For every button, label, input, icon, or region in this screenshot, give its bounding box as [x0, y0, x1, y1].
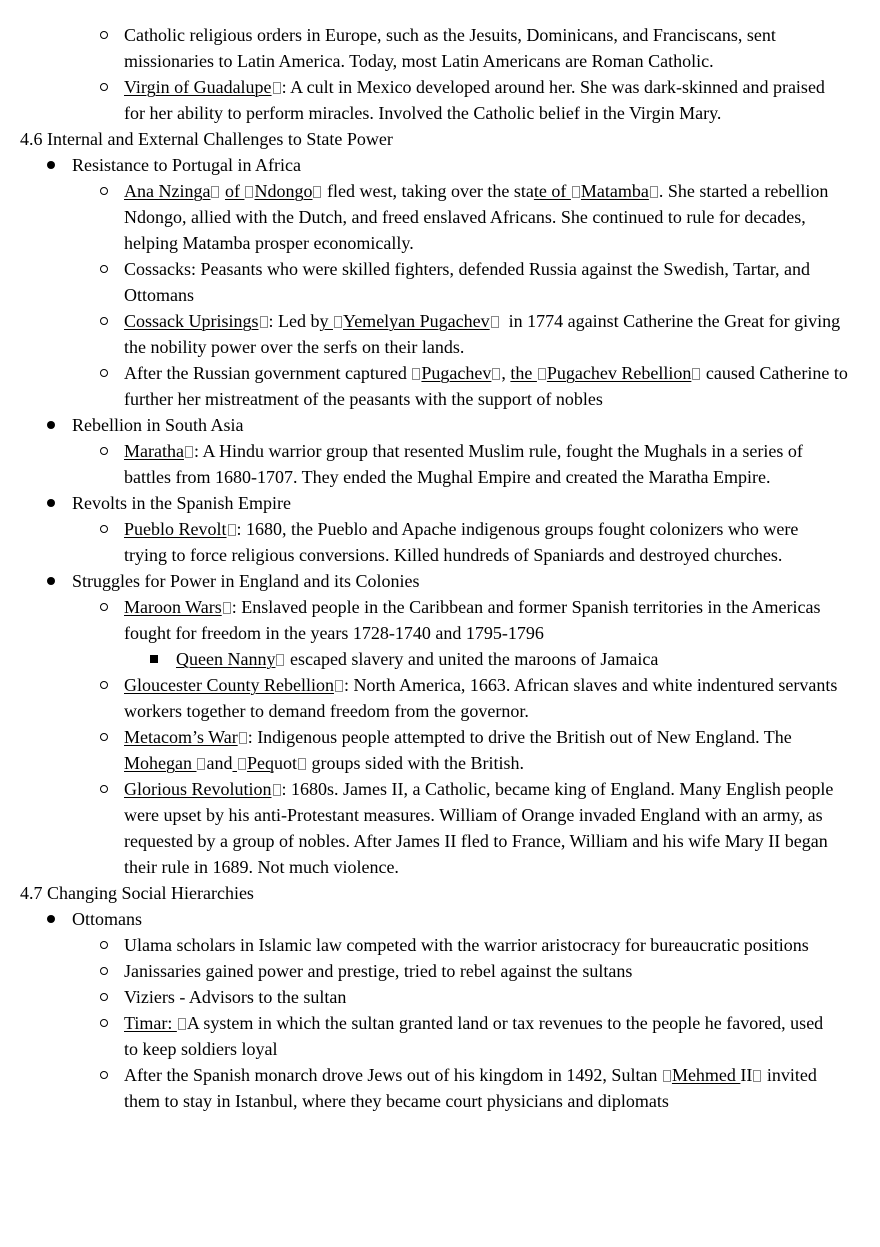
maroon-line-2: fought for freedom in the years 1728-1740 and 1795-1796	[124, 623, 544, 643]
missing-glyph-icon	[663, 1070, 671, 1082]
timar-line-2: to keep soldiers loyal	[124, 1039, 278, 1059]
glorious-line-3: requested by a group of nobles. After James II fled to France, William and his wife Mary II began	[124, 831, 828, 851]
missing-glyph-icon	[491, 316, 499, 328]
england-label: Struggles for Power in England and its Colonies	[72, 571, 420, 591]
pugachev-term: Pugachev	[421, 363, 492, 383]
cossacks-line-2: Ottomans	[124, 285, 194, 305]
matamba-term: Matamba	[580, 181, 649, 201]
south-asia-label: Rebellion in South Asia	[72, 415, 244, 435]
timar-line-1: Timar: A system in which the sultan granted land or tax revenues to the people he favored, used	[124, 1013, 824, 1033]
circle-bullet-icon	[100, 76, 108, 98]
disc-bullet-icon	[47, 908, 55, 930]
circle-bullet-icon	[100, 960, 108, 982]
guadalupe-line-2: for her ability to perform miracles. Involved the Catholic belief in the Virgin Mary.	[124, 103, 722, 123]
guadalupe-term: Virgin of Guadalupe	[124, 77, 272, 97]
missing-glyph-icon	[334, 316, 342, 328]
ottomans-item-janissaries: Janissaries gained power and prestige, tried to rebel against the sultans	[124, 961, 633, 981]
ndongo-term: Ndongo	[254, 181, 313, 201]
missing-glyph-icon	[273, 82, 281, 94]
circle-bullet-icon	[100, 310, 108, 332]
missing-glyph-icon	[572, 186, 580, 198]
ottomans-item-ulama: Ulama scholars in Islamic law competed with the warrior aristocracy for bureaucratic positions	[124, 935, 809, 955]
nzinga-line-2: Ndongo, allied with the Dutch, and freed enslaved Africans. She continued to rule for decades,	[124, 207, 806, 227]
disc-bullet-icon	[47, 492, 55, 514]
circle-bullet-icon	[100, 518, 108, 540]
circle-bullet-icon	[100, 258, 108, 280]
missing-glyph-icon	[260, 316, 268, 328]
missing-glyph-icon	[335, 680, 343, 692]
missing-glyph-icon	[313, 186, 321, 198]
disc-bullet-icon	[47, 154, 55, 176]
missing-glyph-icon	[228, 524, 236, 536]
disc-bullet-icon	[47, 414, 55, 436]
timar-term: Timar:	[124, 1013, 177, 1033]
nanny-line: Queen Nanny escaped slavery and united the maroons of Jamaica	[176, 649, 659, 669]
resistance-portugal-label: Resistance to Portugal in Africa	[72, 155, 301, 175]
mohegan-term: Mohegan	[124, 753, 197, 773]
circle-bullet-icon	[100, 778, 108, 800]
queen-nanny-term: Queen Nanny	[176, 649, 276, 669]
missing-glyph-icon	[538, 368, 546, 380]
missing-glyph-icon	[239, 732, 247, 744]
glorious-line-1: Glorious Revolution : 1680s. James II, a Catholic, became king of England. Many English people	[124, 779, 834, 799]
missing-glyph-icon	[178, 1018, 186, 1030]
capture-line-2: further her mistreatment of the peasants with the support of nobles	[124, 389, 603, 409]
missing-glyph-icon	[298, 758, 306, 770]
cossack-uprisings-term: Cossack Uprisings	[124, 311, 259, 331]
spanish-empire-label: Revolts in the Spanish Empire	[72, 493, 291, 513]
glorious-line-2: were upset by his anti-Protestant measures. William of Orange invaded England with an army, as	[124, 805, 823, 825]
pueblo-revolt-term: Pueblo Revolt	[124, 519, 227, 539]
mehmed-term: Mehmed	[671, 1065, 741, 1085]
missing-glyph-icon	[650, 186, 658, 198]
maratha-term: Maratha	[124, 441, 184, 461]
gloucester-rebellion-term: Gloucester County Rebellion	[124, 675, 334, 695]
missing-glyph-icon	[273, 784, 281, 796]
circle-bullet-icon	[100, 986, 108, 1008]
square-bullet-icon	[150, 648, 158, 670]
uprisings-line-1: Cossack Uprisings : Led by Yemelyan Pugachev in 1774 against Catherine the Great for giving	[124, 311, 841, 331]
ottomans-label: Ottomans	[72, 909, 142, 929]
uprisings-line-2: the nobility power over the serfs on their lands.	[124, 337, 465, 357]
circle-bullet-icon	[100, 362, 108, 384]
missing-glyph-icon	[412, 368, 420, 380]
ottomans-item-viziers: Viziers - Advisors to the sultan	[124, 987, 347, 1007]
metacom-line-1: Metacom’s War : Indigenous people attempted to drive the British out of New England. The	[124, 727, 792, 747]
cossacks-line-1: Cossacks: Peasants who were skilled fighters, defended Russia against the Swedish, Tartar, and	[124, 259, 811, 279]
guadalupe-line-1: Virgin of Guadalupe : A cult in Mexico developed around her. She was dark-skinned and praised	[124, 77, 825, 97]
catholic-orders-line-2: missionaries to Latin America. Today, most Latin Americans are Roman Catholic.	[124, 51, 714, 71]
missing-glyph-icon	[245, 186, 253, 198]
maratha-line-1: Maratha : A Hindu warrior group that resented Muslim rule, fought the Mughals in a series of	[124, 441, 803, 461]
disc-bullet-icon	[47, 570, 55, 592]
missing-glyph-icon	[197, 758, 205, 770]
circle-bullet-icon	[100, 674, 108, 696]
nzinga-line-1: Ana Nzinga of Ndongo fled west, taking over the state of Matamba . She started a rebellion	[124, 181, 829, 201]
missing-glyph-icon	[692, 368, 700, 380]
ana-nzinga-term: Ana Nzinga	[124, 181, 211, 201]
pueblo-line-1: Pueblo Revolt : 1680, the Pueblo and Apache indigenous groups fought colonizers who were	[124, 519, 799, 539]
circle-bullet-icon	[100, 934, 108, 956]
gloucester-line-2: workers together to demand freedom from the governor.	[124, 701, 529, 721]
missing-glyph-icon	[223, 602, 231, 614]
gloucester-line-1: Gloucester County Rebellion : North America, 1663. African slaves and white indentured servants	[124, 675, 838, 695]
pugachev-rebellion-term: Pugachev Rebellion	[546, 363, 692, 383]
missing-glyph-icon	[753, 1070, 761, 1082]
mehmed-line-2: them to stay in Istanbul, where they became court physicians and diplomats	[124, 1091, 669, 1111]
pequot-term: Peq	[246, 753, 274, 773]
circle-bullet-icon	[100, 1064, 108, 1086]
catholic-orders-line-1: Catholic religious orders in Europe, such as the Jesuits, Dominicans, and Franciscans, sent	[124, 25, 776, 45]
maroon-wars-term: Maroon Wars	[124, 597, 222, 617]
metacom-line-2: Mohegan and Pequot groups sided with the British.	[124, 753, 524, 773]
circle-bullet-icon	[100, 24, 108, 46]
nzinga-line-3: helping Matamba prosper economically.	[124, 233, 414, 253]
section-heading-4-6: 4.6 Internal and External Challenges to State Power	[20, 129, 393, 149]
maroon-line-1: Maroon Wars : Enslaved people in the Caribbean and former Spanish territories in the Americas	[124, 597, 821, 617]
missing-glyph-icon	[185, 446, 193, 458]
missing-glyph-icon	[276, 654, 284, 666]
missing-glyph-icon	[211, 186, 219, 198]
circle-bullet-icon	[100, 596, 108, 618]
missing-glyph-icon	[492, 368, 500, 380]
capture-line-1: After the Russian government captured Pugachev , the Pugachev Rebellion caused Catherine to	[124, 363, 848, 383]
circle-bullet-icon	[100, 1012, 108, 1034]
metacoms-war-term: Metacom’s War	[124, 727, 238, 747]
mehmed-line-1: After the Spanish monarch drove Jews out of his kingdom in 1492, Sultan Mehmed II invited	[124, 1065, 817, 1085]
pueblo-line-2: trying to force religious conversions. Killed hundreds of Spaniards and destroyed churches.	[124, 545, 783, 565]
glorious-line-4: their rule in 1689. Not much violence.	[124, 857, 399, 877]
circle-bullet-icon	[100, 726, 108, 748]
pugachev-term: Yemelyan Pugachev	[343, 311, 490, 331]
section-heading-4-7: 4.7 Changing Social Hierarchies	[20, 883, 254, 903]
circle-bullet-icon	[100, 440, 108, 462]
missing-glyph-icon	[238, 758, 246, 770]
glorious-revolution-term: Glorious Revolution	[124, 779, 272, 799]
circle-bullet-icon	[100, 180, 108, 202]
maratha-line-2: battles from 1680-1707. They ended the Mughal Empire and created the Maratha Empire.	[124, 467, 771, 487]
